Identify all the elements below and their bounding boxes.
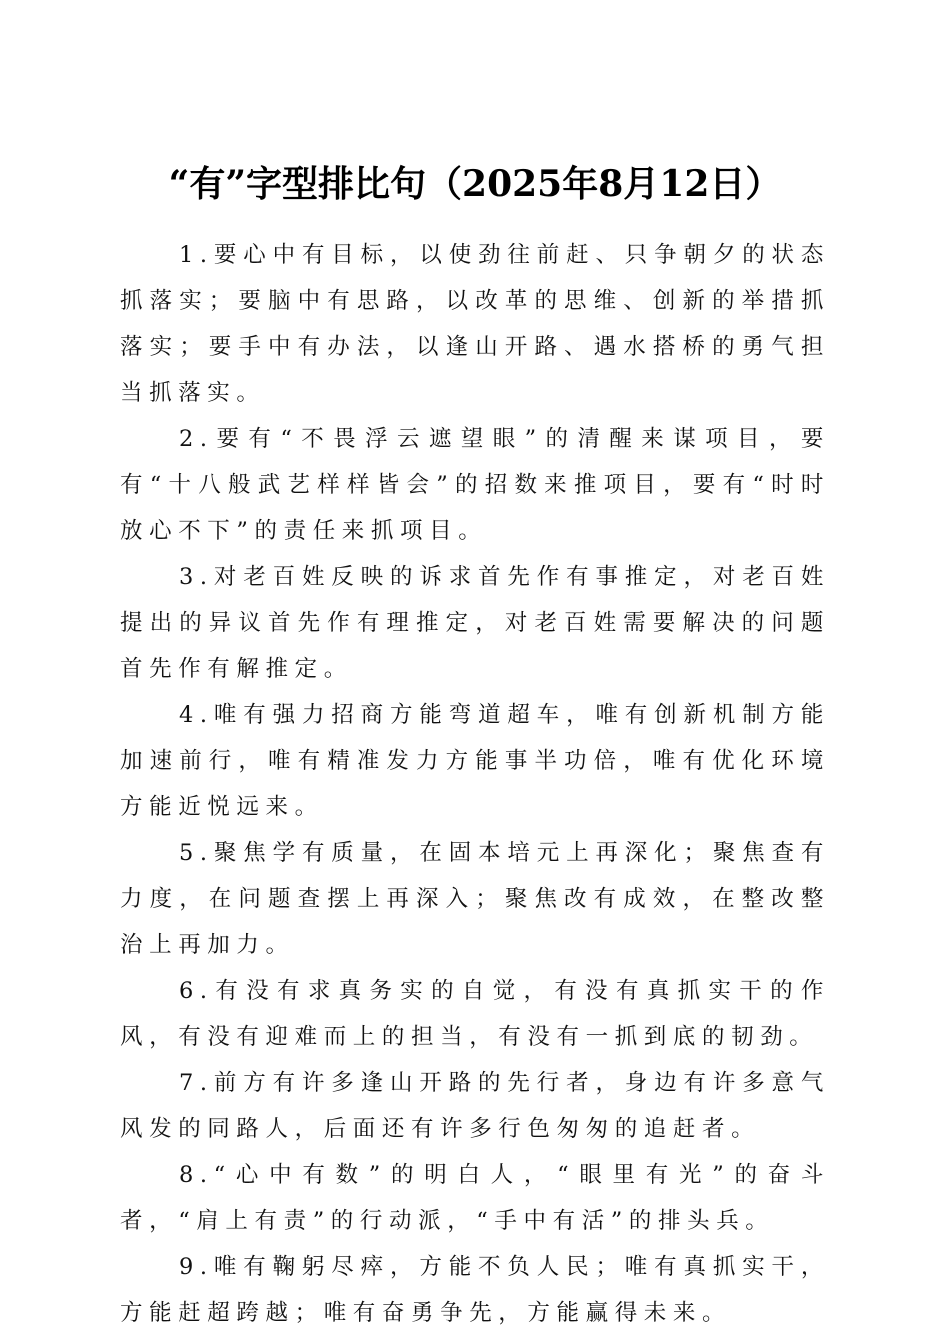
paragraph-8: 8.“心中有数”的明白人，“眼里有光”的奋斗者，“肩上有责”的行动派，“手中有活”的排头兵。 <box>120 1162 830 1234</box>
paragraph-7: 7.前方有许多逢山开路的先行者，身边有许多意气风发的同路人，后面还有许多行色匆匆的追赶者。 <box>120 1070 830 1142</box>
paragraph-1: 1.要心中有目标，以使劲往前赶、只争朝夕的状态抓落实；要脑中有思路，以改革的思维、创新的举措抓落实；要手中有办法，以逢山开路、遇水搭桥的勇气担当抓落实。 <box>120 242 830 406</box>
paragraph-2: 2.要有“不畏浮云遮望眼”的清醒来谋项目，要有“十八般武艺样样皆会”的招数来推项目，要有“时时放心不下”的责任来抓项目。 <box>120 426 830 544</box>
document-body <box>120 232 830 1336</box>
document-title: “有”字型排比句（2025年8月12日） <box>168 163 782 206</box>
paragraph-5: 5.聚焦学有质量，在固本培元上再深化；聚焦查有力度，在问题查摆上再深入；聚焦改有成效，在整改整治上再加力。 <box>120 840 830 958</box>
paragraph-3: 3.对老百姓反映的诉求首先作有事推定，对老百姓提出的异议首先作有理推定，对老百姓需要解决的问题首先作有解推定。 <box>120 564 830 682</box>
paragraph-9: 9.唯有鞠躬尽瘁，方能不负人民；唯有真抓实干，方能赶超跨越；唯有奋勇争先，方能赢得未来。 <box>120 1254 830 1326</box>
paragraph-6: 6.有没有求真务实的自觉，有没有真抓实干的作风，有没有迎难而上的担当，有没有一抓到底的韧劲。 <box>120 978 830 1050</box>
paragraph-4: 4.唯有强力招商方能弯道超车，唯有创新机制方能加速前行，唯有精准发力方能事半功倍，唯有优化环境方能近悦远来。 <box>120 702 830 820</box>
